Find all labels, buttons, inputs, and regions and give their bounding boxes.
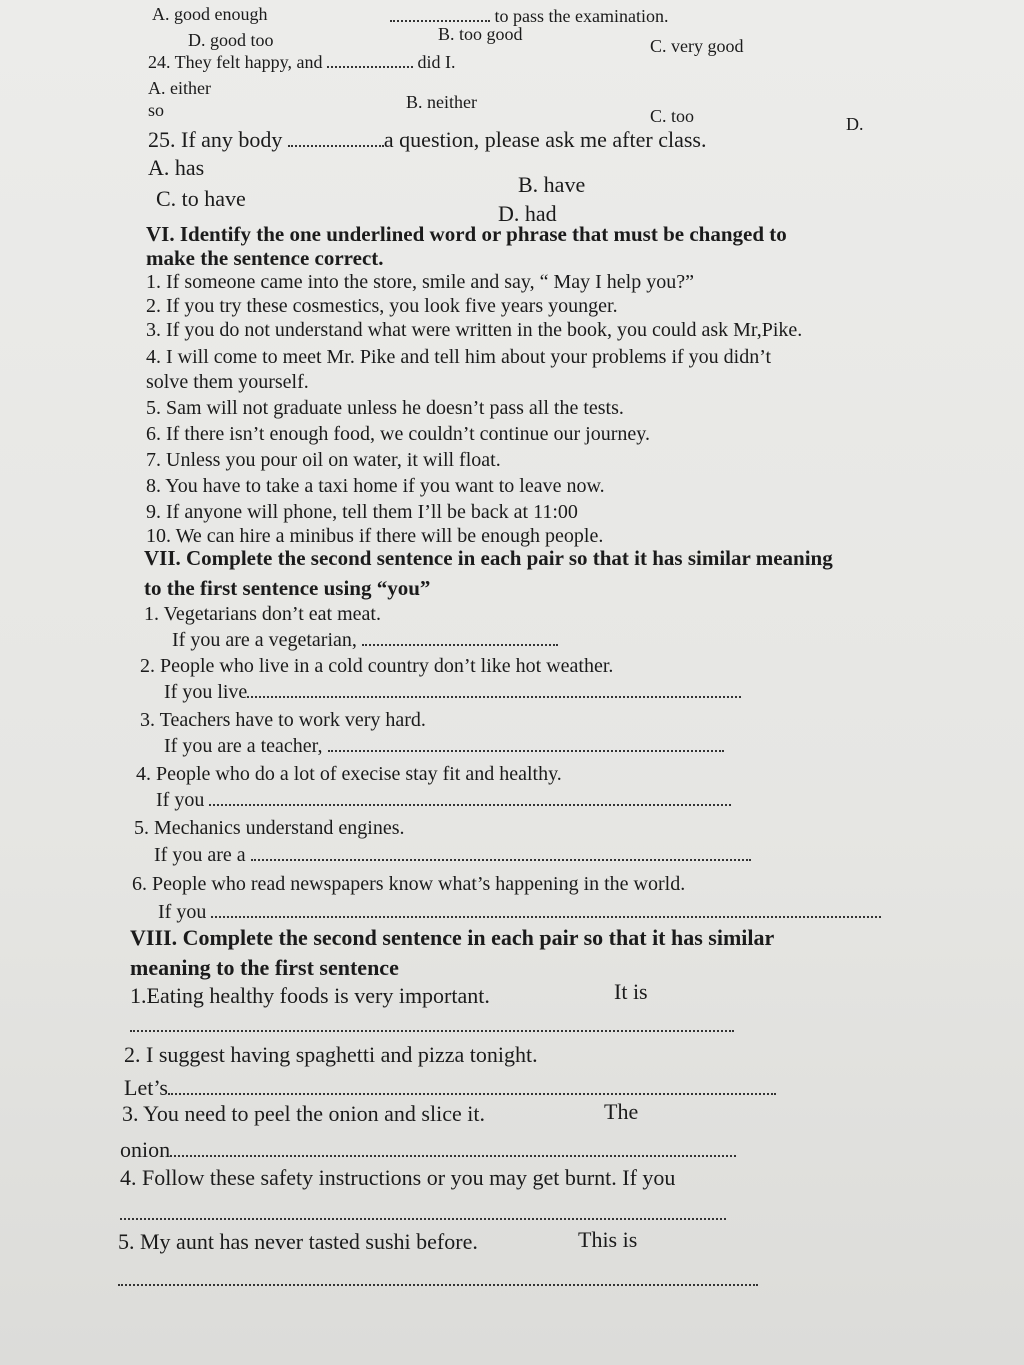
section8-q4: 4. Follow these safety instructions or you may get burnt. If you [120,1165,676,1190]
q23-stem-end: to pass the examination. [390,4,668,28]
section8-q2: 2. I suggest having spaghetti and pizza tonight. [124,1042,538,1067]
section7-q6: 6. People who read newspapers know what’s happening in the world. [132,873,686,895]
section8-hint5: This is [578,1227,638,1252]
section6-item-2: 2. If you try these cosmestics, you look five years younger. [146,295,618,317]
q25-option-c: C. to have [156,186,246,211]
section8-title-line1: VIII. Complete the second sentence in each pair so that it has similar [130,925,775,950]
q24-option-d-value: so [148,100,165,120]
section6-item-10: 10. We can hire a minibus if there will be enough people. [146,525,604,547]
section8-q5: 5. My aunt has never tasted sushi before. [118,1229,478,1254]
section6-item-3: 3. If you do not understand what were written in the book, you could ask Mr,Pike. [146,319,803,341]
section7-a5: If you are a [154,843,751,867]
section6-title-line1: VI. Identify the one underlined word or phrase that must be changed to [146,222,787,246]
section8-q1: 1.Eating healthy foods is very important. [130,983,490,1008]
section7-q4: 4. People who do a lot of execise stay fit and healthy. [136,763,562,785]
q23-option-d: D. good too [188,30,274,50]
q25-stem: 25. If any body a question, please ask me after class. [148,127,707,152]
section8-line1 [130,1014,734,1038]
section7-q5: 5. Mechanics understand engines. [134,817,405,839]
section8-hint1: It is [614,979,648,1004]
section7-q1: 1. Vegetarians don’t eat meat. [144,603,381,625]
q24-option-c: C. too [650,106,695,126]
q23-option-c: C. very good [650,36,744,56]
section6-item-8: 8. You have to take a taxi home if you want to leave now. [146,475,605,497]
q24-option-a: A. either [148,78,211,98]
q24-option-d: D. [846,114,864,134]
section7-title-line1: VII. Complete the second sentence in each pair so that it has similar meaning [144,546,833,570]
q23-option-a: A. good enough [152,4,268,24]
section6-item-9: 9. If anyone will phone, tell them I’ll be back at 11:00 [146,501,578,523]
section6-item-4: 4. I will come to meet Mr. Pike and tell him about your problems if you didn’t [146,346,772,368]
section8-a3: onion [120,1138,736,1162]
section6-item-5: 5. Sam will not graduate unless he doesn’t pass all the tests. [146,397,624,419]
section6-title-line2: make the sentence correct. [146,246,384,270]
section6-item-4-cont: solve them yourself. [146,371,309,393]
section6-item-1: 1. If someone came into the store, smile and say, “ May I help you?” [146,271,694,293]
section8-hint3: The [604,1099,639,1124]
section6-item-6: 6. If there isn’t enough food, we couldn’t continue our journey. [146,423,650,445]
section7-title-line2: to the first sentence using “you” [144,576,431,600]
section8-a2: Let’s [124,1076,776,1100]
section7-a4: If you [156,788,731,812]
q25-option-a: A. has [148,155,205,180]
section7-q3: 3. Teachers have to work very hard. [140,709,426,731]
q24-stem: 24. They felt happy, and did I. [148,52,456,72]
section8-q3: 3. You need to peel the onion and slice it. [122,1101,485,1126]
section7-a1: If you are a vegetarian, [172,628,558,652]
section7-a3: If you are a teacher, [164,734,724,758]
section7-a6: If you [158,900,881,924]
section6-item-7: 7. Unless you pour oil on water, it will float. [146,449,501,471]
q25-option-b: B. have [518,172,586,197]
q25-option-d: D. had [498,201,557,226]
q23-option-b: B. too good [438,24,523,44]
section8-line5 [118,1268,758,1292]
section8-line4 [120,1202,726,1226]
section7-a2: If you live [164,680,741,704]
section7-q2: 2. People who live in a cold country don’t like hot weather. [140,655,614,677]
q24-option-b: B. neither [406,92,477,112]
section8-title-line2: meaning to the first sentence [130,955,399,980]
